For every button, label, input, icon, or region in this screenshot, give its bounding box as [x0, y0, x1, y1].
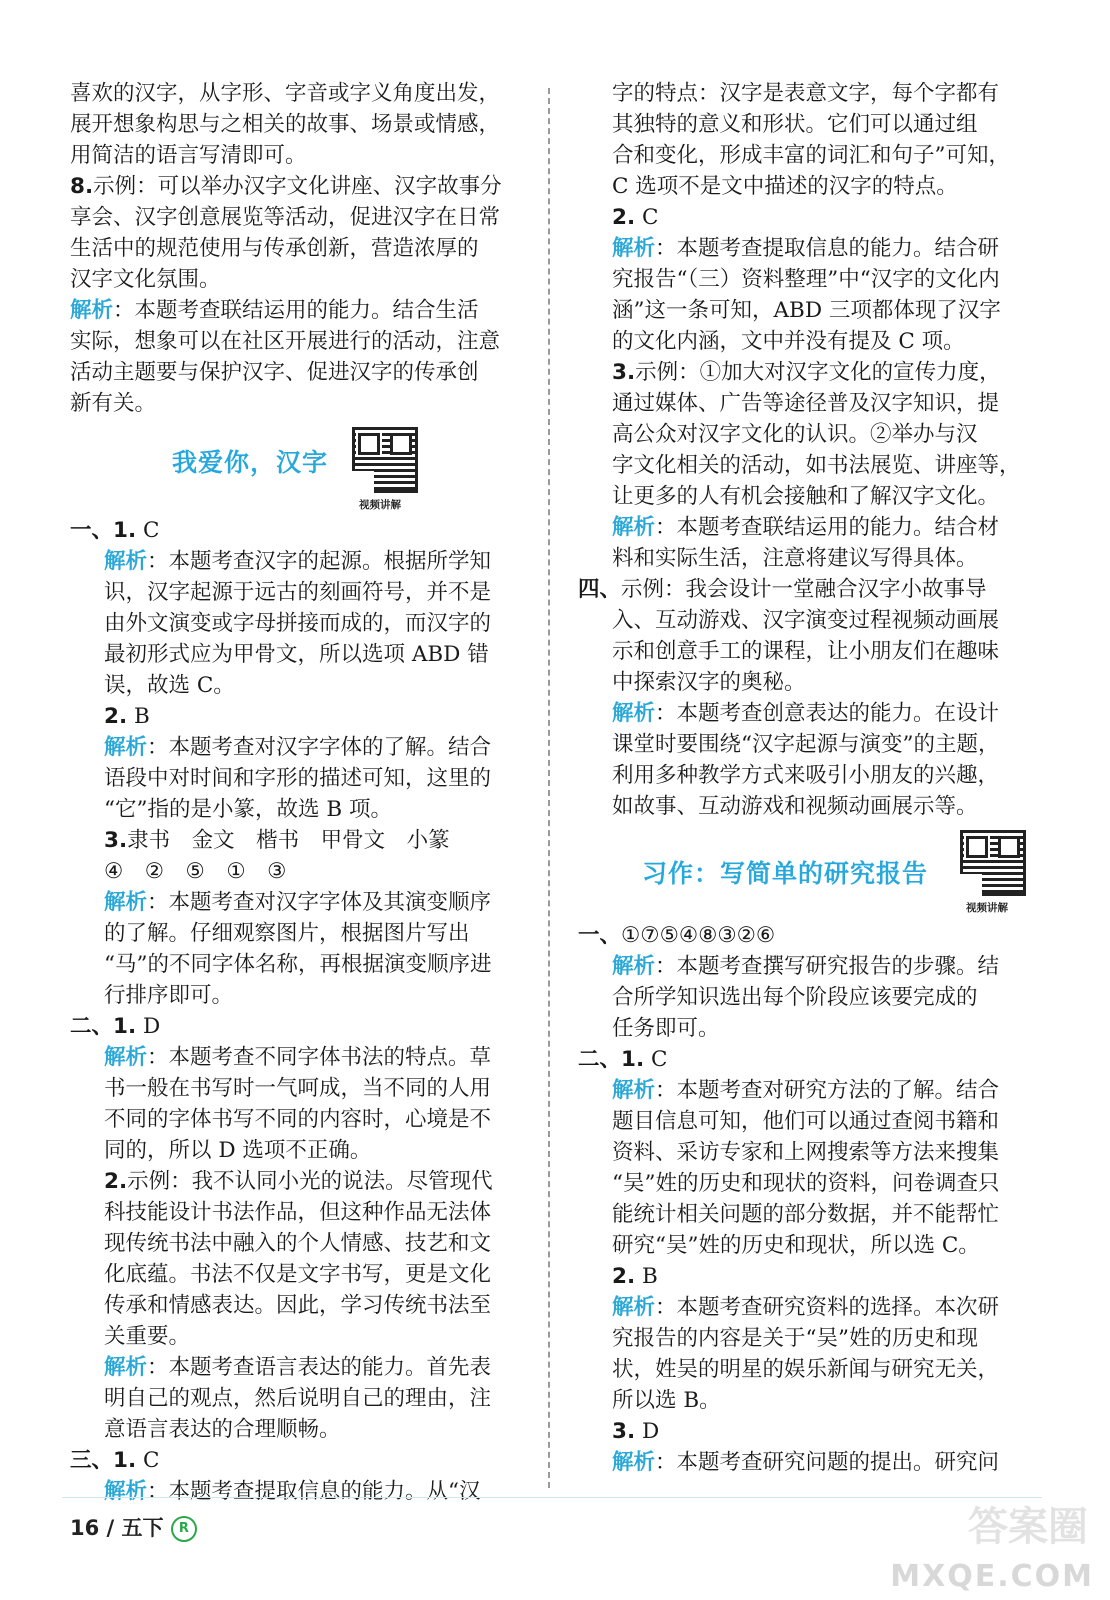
- section-1-q1: [70, 515, 530, 546]
- analysis-label: 解析: [104, 1045, 148, 1070]
- answer-text: C: [641, 205, 659, 230]
- grade-label: 五下: [121, 1516, 164, 1540]
- page-footer: [70, 1512, 197, 1542]
- column-divider: [548, 88, 550, 1488]
- question-number: 1.: [113, 1448, 137, 1473]
- text-line: 展开想象构思与之相关的故事、场景或情感，: [70, 112, 501, 137]
- section-label: 一、: [578, 923, 622, 948]
- analysis-line: [612, 233, 1032, 264]
- question-8: [70, 171, 530, 202]
- analysis-line: [70, 295, 530, 326]
- analysis-label: 解析: [612, 1078, 656, 1103]
- question-2: [612, 202, 1032, 233]
- question-number: 3.: [104, 828, 128, 853]
- section-4: [578, 574, 1032, 605]
- text-line: 不同的字体书写不同的内容时，心境是不: [104, 1107, 492, 1132]
- text-line: 由外文演变或字母拼接而成的，而汉字的: [104, 611, 492, 636]
- question-number: 2.: [612, 205, 636, 230]
- text-line: 活动主题要与保护汉字、促进汉字的传承创: [70, 360, 479, 385]
- text-line: 生活中的规范使用与传承创新，营造浓厚的: [70, 236, 479, 261]
- edition-badge-icon: R: [171, 1516, 197, 1542]
- text-line: 的了解。仔细观察图片，根据图片写出: [104, 921, 470, 946]
- text-line: 合所学知识选出每个阶段应该要完成的: [612, 985, 978, 1010]
- analysis-text: ：本题考查研究问题的提出。研究问: [655, 1450, 1000, 1475]
- answer-text: C: [143, 1448, 160, 1473]
- text-line: 题目信息可知，他们可以通过查阅书籍和: [612, 1109, 1000, 1134]
- question-number: 1.: [113, 1014, 137, 1039]
- answer-text: 隶书 金文 楷书 甲骨文 小篆: [127, 828, 450, 853]
- qr-code-icon[interactable]: [960, 830, 1026, 896]
- analysis-label: 解析: [612, 701, 656, 726]
- analysis-line: [70, 546, 530, 577]
- question-number: 8.: [70, 174, 94, 199]
- text-line: 误，故选 C。: [104, 673, 235, 698]
- analysis-label: 解析: [104, 735, 148, 760]
- text-line: 的文化内涵，文中并没有提及 C 项。: [612, 329, 965, 354]
- question-number: 3.: [612, 360, 636, 385]
- answer-text: 示例：我不认同小光的说法。尽管现代: [127, 1169, 493, 1194]
- section-label: 二、: [70, 1014, 114, 1039]
- text-line: 汉字文化氛围。: [70, 267, 221, 292]
- question-number: 2.: [104, 1169, 128, 1194]
- text-line: 喜欢的汉字，从字形、字音或字义角度出发，: [70, 81, 501, 106]
- text-line: 所以选 B。: [612, 1388, 721, 1413]
- answer-text: C: [651, 1047, 668, 1072]
- right-column: [578, 78, 1032, 1478]
- analysis-text: ：本题考查对汉字字体的了解。结合: [147, 735, 492, 760]
- section-label: 一、: [70, 518, 114, 543]
- analysis-label: 解析: [612, 515, 656, 540]
- footer-separator: /: [106, 1516, 115, 1540]
- text-line: 示和创意手工的课程，让小朋友们在趣味: [612, 639, 1000, 664]
- section-label: 四、: [578, 577, 622, 602]
- text-line: 资料、采访专家和上网搜索等方法来搜集: [612, 1140, 1000, 1165]
- text-line: 书一般在书写时一气呵成，当不同的人用: [104, 1076, 492, 1101]
- analysis-line: [70, 887, 530, 918]
- text-line: ④ ② ⑤ ① ③: [104, 859, 287, 884]
- analysis-text: ：本题考查汉字的起源。根据所学知: [147, 549, 492, 574]
- analysis-line: [612, 951, 1032, 982]
- text-line: 传承和情感表达。因此，学习传统书法至: [104, 1293, 492, 1318]
- answer-text: 示例：我会设计一堂融合汉字小故事导: [621, 577, 987, 602]
- analysis-line: [70, 1352, 530, 1383]
- left-column: [70, 78, 530, 1507]
- answer-text: B: [133, 704, 150, 729]
- text-line: 让更多的人有机会接触和了解汉字文化。: [612, 484, 1000, 509]
- question-number: 1.: [113, 518, 137, 543]
- qr-caption: 视频讲解: [359, 499, 401, 511]
- qr-code-icon[interactable]: [352, 427, 418, 493]
- section-2-q1: [70, 1011, 530, 1042]
- text-line: 中探索汉字的奥秘。: [612, 670, 806, 695]
- text-line: 享会、汉字创意展览等活动，促进汉字在日常: [70, 205, 501, 230]
- question-2: [70, 701, 530, 732]
- analysis-label: 解析: [104, 549, 148, 574]
- text-line: 现传统书法中融入的个人情感、技艺和文: [104, 1231, 492, 1256]
- text-line: 究报告“（三）资料整理”中“汉字的文化内: [612, 267, 1000, 292]
- text-line: 任务即可。: [612, 1016, 720, 1041]
- analysis-line: [612, 698, 1032, 729]
- analysis-label: 解析: [612, 1450, 656, 1475]
- question-number: 1.: [621, 1047, 645, 1072]
- text-line: 其独特的意义和形状。它们可以通过组: [612, 112, 978, 137]
- text-line: 料和实际生活，注意将建议写得具体。: [612, 546, 978, 571]
- text-line: 识，汉字起源于远古的刻画符号，并不是: [104, 580, 492, 605]
- question-number: 3.: [612, 1419, 636, 1444]
- text-line: 关重要。: [104, 1324, 191, 1349]
- analysis-line: [70, 1476, 530, 1507]
- answer-text: B: [641, 1264, 658, 1289]
- text-line: 涵”这一条可知，ABD 三项都体现了汉字: [612, 298, 1001, 323]
- analysis-text: ：本题考查不同字体书法的特点。草: [147, 1045, 492, 1070]
- question-number: 2.: [612, 1264, 636, 1289]
- question-3: [612, 357, 1032, 388]
- text-line: 新有关。: [70, 391, 157, 416]
- text-line: 实际，想象可以在社区开展进行的活动，注意: [70, 329, 501, 354]
- text-line: 入、互动游戏、汉字演变过程视频动画展: [612, 608, 1000, 633]
- text-line: 明自己的观点，然后说明自己的理由，注: [104, 1386, 492, 1411]
- watermark-url: MXQE.COM: [890, 1559, 1094, 1594]
- section-label: 二、: [578, 1047, 622, 1072]
- text-line: 化底蕴。书法不仅是文字书写，更是文化: [104, 1262, 492, 1287]
- section-3-q1: [70, 1445, 530, 1476]
- text-line: 同的，所以 D 选项不正确。: [104, 1138, 372, 1163]
- text-line: “马”的不同字体名称，再根据演变顺序进: [104, 952, 492, 977]
- qr-caption: 视频讲解: [966, 902, 1008, 914]
- analysis-text: ：本题考查联结运用的能力。结合生活: [113, 298, 479, 323]
- analysis-line: [70, 732, 530, 763]
- section-title: 习作：写简单的研究报告: [642, 859, 929, 888]
- analysis-text: ：本题考查提取信息的能力。从“汉: [147, 1479, 481, 1504]
- answer-text: 示例：①加大对汉字文化的宣传力度，: [635, 360, 1001, 385]
- question-3: [70, 825, 530, 856]
- question-2: [612, 1261, 1032, 1292]
- text-line: 合和变化，形成丰富的词汇和句子”可知，: [612, 143, 1010, 168]
- analysis-text: ：本题考查对研究方法的了解。结合: [655, 1078, 1000, 1103]
- footer-rule: [62, 1497, 1042, 1498]
- text-line: 研究“吴”姓的历史和现状，所以选 C。: [612, 1233, 980, 1258]
- page-number: 16: [70, 1516, 100, 1540]
- question-2: [70, 1166, 530, 1197]
- analysis-label: 解析: [612, 954, 656, 979]
- answer-text: D: [641, 1419, 660, 1444]
- analysis-line: [612, 1447, 1032, 1478]
- text-line: 字的特点：汉字是表意文字，每个字都有: [612, 81, 1000, 106]
- analysis-text: ：本题考查对汉字字体及其演变顺序: [147, 890, 492, 915]
- analysis-label: 解析: [612, 1295, 656, 1320]
- writing-section-1: [578, 920, 1032, 951]
- text-line: 状，姓吴的明星的娱乐新闻与研究无关，: [612, 1357, 1000, 1382]
- text-line: 语段中对时间和字形的描述可知，这里的: [104, 766, 492, 791]
- text-line: 字文化相关的活动，如书法展览、讲座等，: [612, 453, 1021, 478]
- text-line: 究报告的内容是关于“吴”姓的历史和现: [612, 1326, 978, 1351]
- text-line: 能统计相关问题的部分数据，并不能帮忙: [612, 1202, 1000, 1227]
- text-line: 如故事、互动游戏和视频动画展示等。: [612, 794, 978, 819]
- analysis-label: 解析: [104, 890, 148, 915]
- analysis-label: 解析: [70, 298, 114, 323]
- analysis-line: [70, 1042, 530, 1073]
- analysis-text: ：本题考查创意表达的能力。在设计: [655, 701, 1000, 726]
- text-line: “吴”姓的历史和现状的资料，问卷调查只: [612, 1171, 1000, 1196]
- section-header-writing: [612, 822, 1032, 920]
- text-line: 科技能设计书法作品，但这种作品无法体: [104, 1200, 492, 1225]
- analysis-text: ：本题考查提取信息的能力。结合研: [655, 236, 1000, 261]
- answer-text: C: [143, 518, 160, 543]
- analysis-line: [612, 1292, 1032, 1323]
- text-line: 利用多种教学方式来吸引小朋友的兴趣，: [612, 763, 1000, 788]
- text-line: 高公众对汉字文化的认识。②举办与汉: [612, 422, 978, 447]
- text-line: 意语言表达的合理顺畅。: [104, 1417, 341, 1442]
- section-title: 我爱你，汉字: [172, 448, 329, 477]
- analysis-text: ：本题考查研究资料的选择。本次研: [655, 1295, 1000, 1320]
- text-line: 课堂时要围绕“汉字起源与演变”的主题，: [612, 732, 1000, 757]
- writing-section-2-q1: [578, 1044, 1032, 1075]
- answer-text: 示例：可以举办汉字文化讲座、汉字故事分: [93, 174, 502, 199]
- answer-text: ①⑦⑤④⑧③②⑥: [621, 923, 776, 948]
- analysis-line: [612, 512, 1032, 543]
- analysis-line: [612, 1075, 1032, 1106]
- section-header-love-hanzi: [70, 419, 530, 515]
- text-line: 行排序即可。: [104, 983, 234, 1008]
- question-number: 2.: [104, 704, 128, 729]
- watermark-logo: 答案圈: [968, 1504, 1088, 1550]
- analysis-text: ：本题考查撰写研究报告的步骤。结: [655, 954, 1000, 979]
- analysis-label: 解析: [104, 1355, 148, 1380]
- analysis-label: 解析: [612, 236, 656, 261]
- text-line: 通过媒体、广告等途径普及汉字知识，提: [612, 391, 1000, 416]
- analysis-text: ：本题考查联结运用的能力。结合材: [655, 515, 1000, 540]
- text-line: C 选项不是文中描述的汉字的特点。: [612, 174, 958, 199]
- question-3: [612, 1416, 1032, 1447]
- answer-text: D: [143, 1014, 161, 1039]
- analysis-label: 解析: [104, 1479, 148, 1504]
- section-label: 三、: [70, 1448, 114, 1473]
- text-line: 用简洁的语言写清即可。: [70, 143, 307, 168]
- analysis-text: ：本题考查语言表达的能力。首先表: [147, 1355, 492, 1380]
- text-line: 最初形式应为甲骨文，所以选项 ABD 错: [104, 642, 489, 667]
- text-line: “它”指的是小篆，故选 B 项。: [104, 797, 392, 822]
